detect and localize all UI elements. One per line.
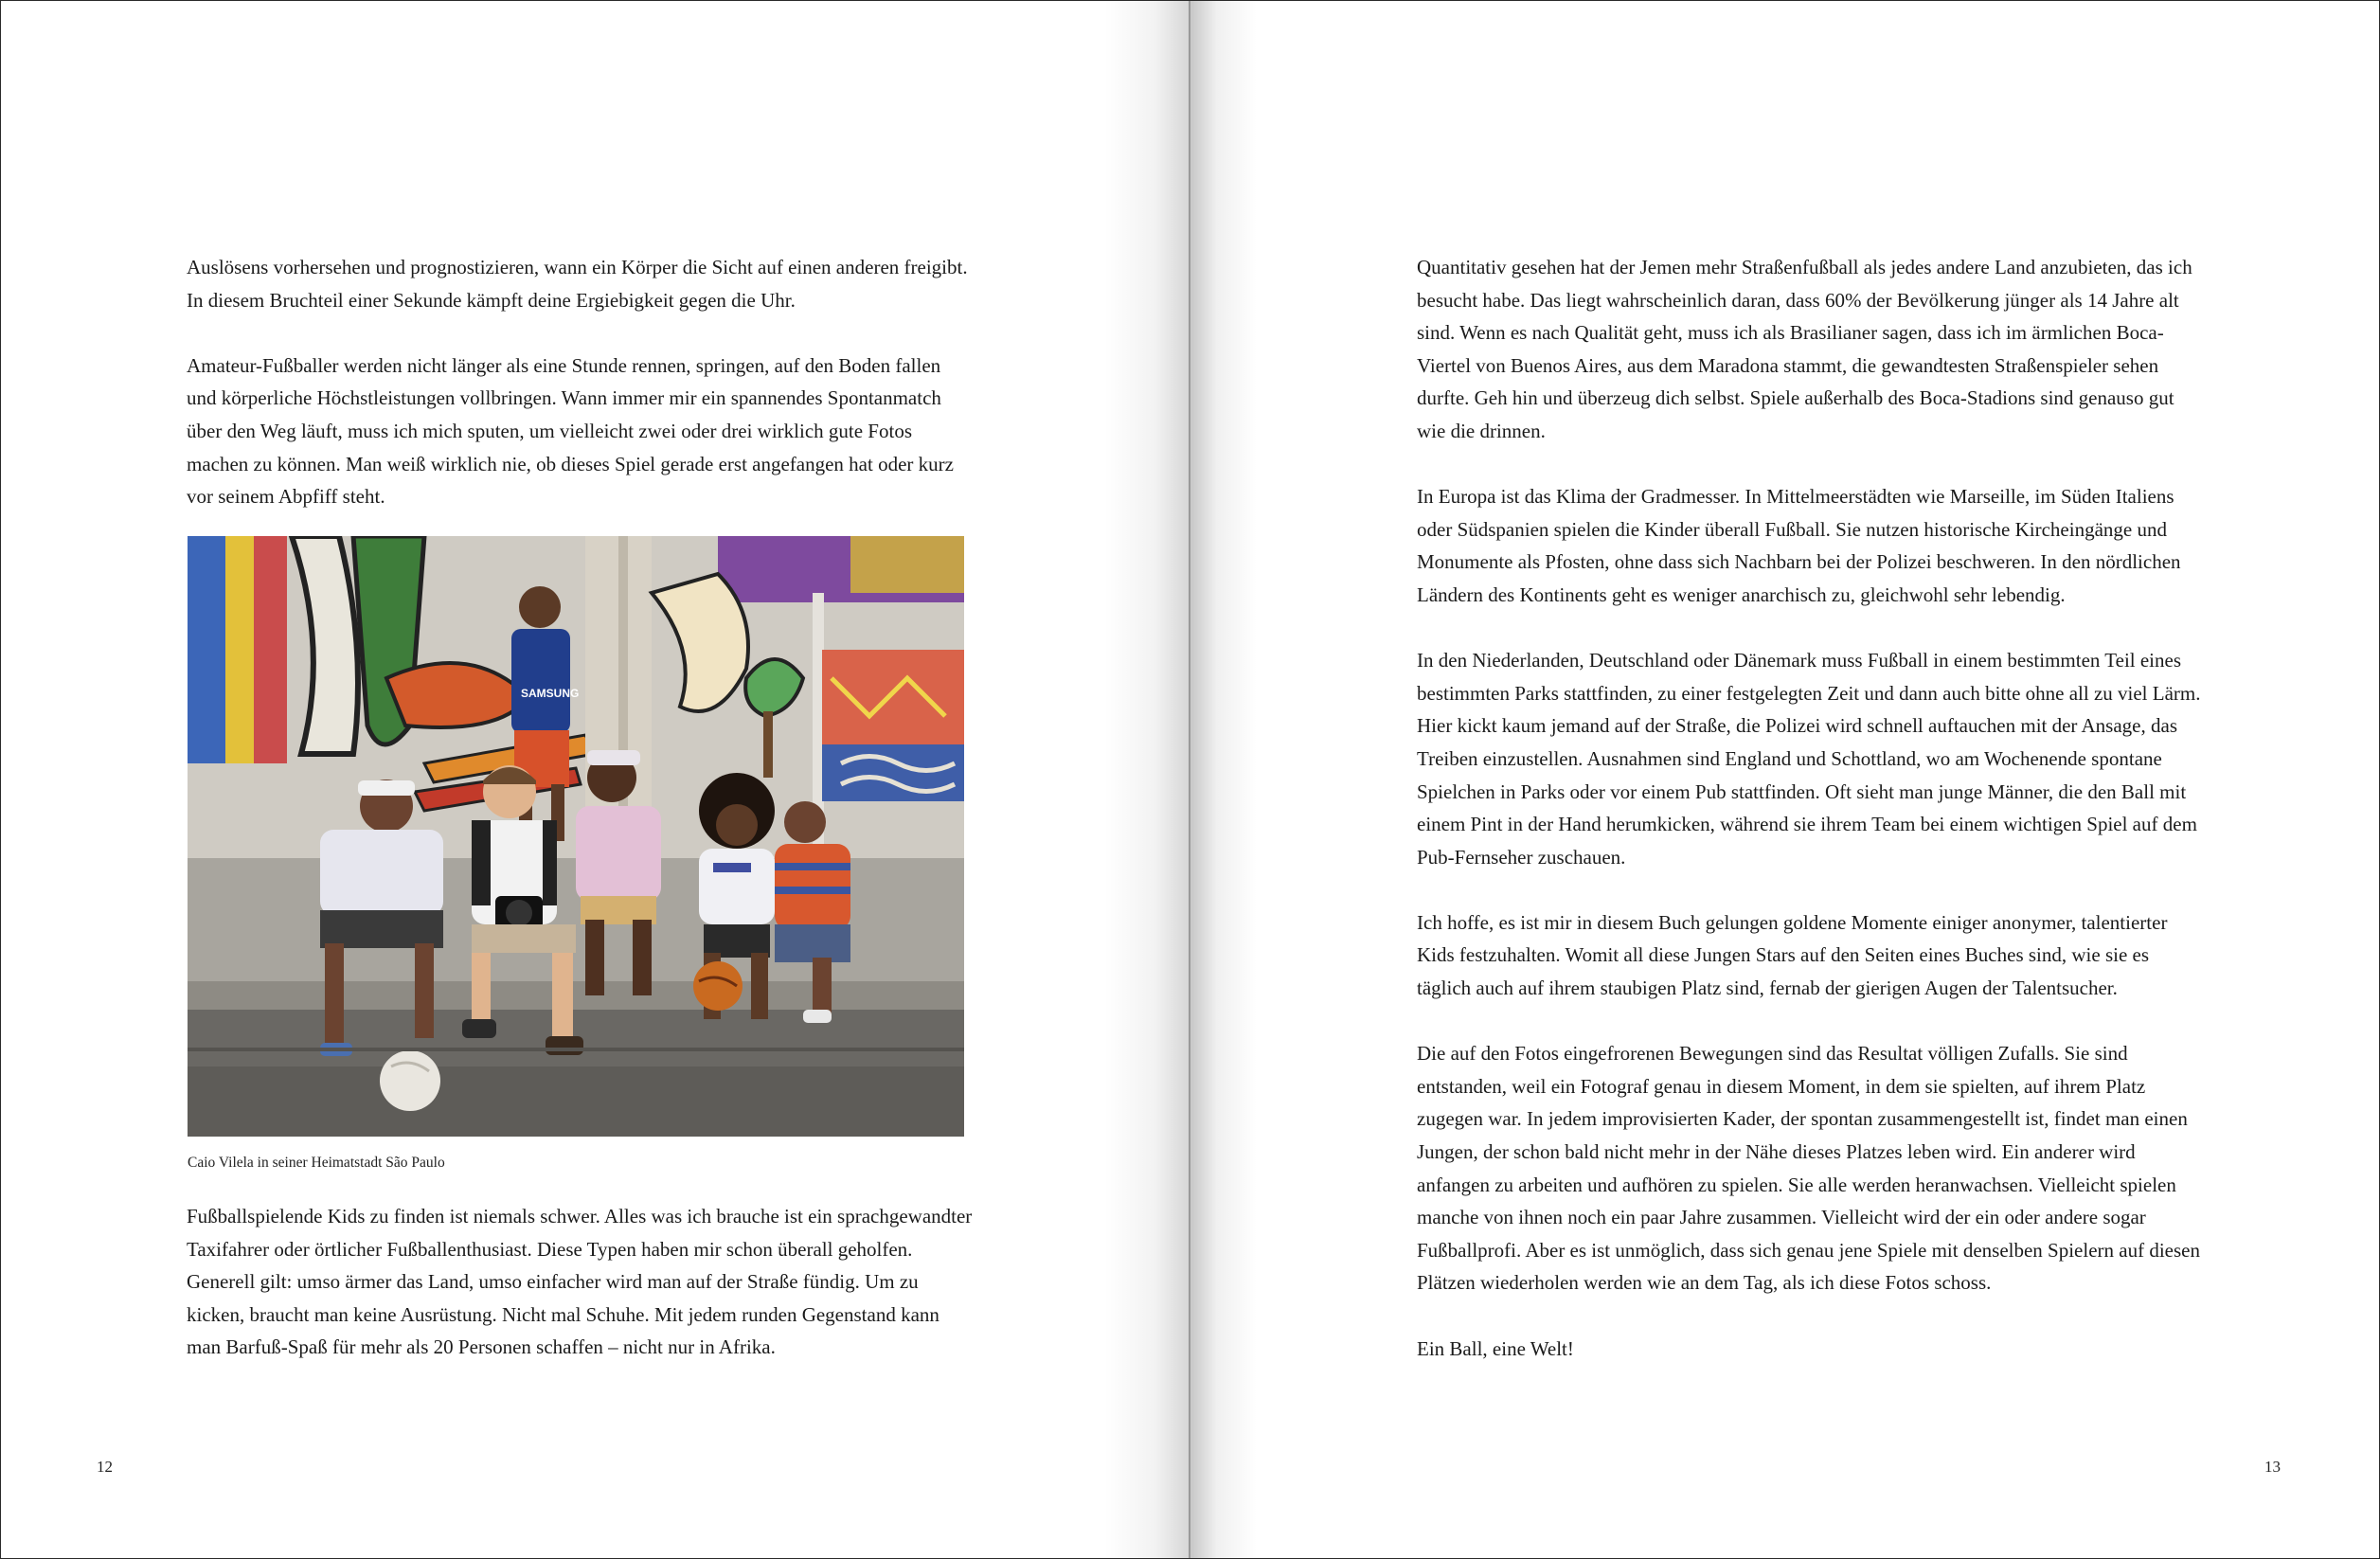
left-text-bottom	[187, 1200, 973, 1397]
left-text-top	[187, 251, 973, 546]
paragraph: In den Niederlanden, Deutschland oder Dänemark muss Fußball in einem bestimmten Teil eines bestimmten Parks stattfinden, zu einer festgelegten Zeit und dann auch bitte ohne all zu viel Lärm. Hier kickt kaum jemand auf der Straße, die Polizei wird schnell auftauchen mit der Ansage, das Treiben einzustellen. Ausnahmen sind England und Schottland, wo am Wochenende spontane Spielchen in Parks oder vor einem Pub stattfinden. Oft sieht man junge Männer, die den Ball mit einem Pint in der Hand herumkicken, während sie ihrem Team bei einem wichtigen Spiel auf dem Pub-Fernseher zuschauen.	[1417, 649, 2201, 869]
gutter-fold	[1189, 1, 1190, 1558]
jersey-text: SAMSUNG	[521, 687, 580, 700]
paragraph: Ein Ball, eine Welt!	[1417, 1336, 1574, 1360]
paragraph: Die auf den Fotos eingefrorenen Bewegungen sind das Resultat völligen Zufalls. Sie sind entstanden, weil ein Fotograf genau in diesem Moment, in dem sie spielten, auf ihrem Platz zugegen war. In jedem improvisierten Kader, der spontan zusammengestellt ist, findet man einen Jungen, der schon bald nicht mehr in der Nähe dieses Platzes leben wird. Ein anderer wird anfangen zu arbeiten und aufhören zu spielen. Sie alle werden heranwachsen. Vielleicht spielen manche von ihnen noch ein paar Jahre zusammen. Vielleicht wird der ein oder andere sogar Fußballprofi. Aber es ist unmöglich, dass sich genau jene Spiele mit denselben Spielern auf diesen Plätzen wiederholen werden wie an dem Tag, als ich diese Fotos schoss.	[1417, 1042, 2200, 1295]
right-text	[1417, 251, 2203, 1398]
page-number-right: 13	[2264, 1458, 2281, 1476]
paragraph: Fußballspielende Kids zu finden ist niemals schwer. Alles was ich brauche ist ein sprachgewandter Taxifahrer oder örtlicher Fußballenthusiast. Diese Typen haben mir schon überall geholfen. Generell gilt: umso ärmer das Land, umso einfacher wird man auf der Straße fündig. Um zu kicken, braucht man keine Ausrüstung. Nicht mal Schuhe. Mit jedem runden Gegenstand kann man Barfuß-Spaß für mehr als 20 Personen schaffen – nicht nur in Afrika.	[187, 1205, 973, 1359]
gutter-shadow	[1104, 1, 1190, 1558]
paragraph: Amateur-Fußballer werden nicht länger als eine Stunde rennen, springen, auf den Boden fallen und körperliche Höchstleistungen vollbringen. Wann immer mir ein spannendes Spontanmatch über den Weg läuft, muss ich mich sputen, um vielleicht zwei oder drei wirklich gute Fotos machen zu können. Man weiß wirklich nie, ob dieses Spiel gerade erst angefangen hat oder kurz vor seinem Abpfiff steht.	[187, 353, 954, 509]
page-number-left: 12	[97, 1458, 113, 1476]
paragraph: Ich hoffe, es ist mir in diesem Buch gelungen goldene Momente einiger anonymer, talentierter Kids festzuhalten. Womit all diese Jungen Stars auf den Seiten eines Buches sind, wie sie es täglich auch auf ihrem staubigen Platz sind, fernab der gierigen Augen der Talentsucher.	[1417, 910, 2168, 1000]
street-photo	[188, 536, 964, 1137]
paragraph: Auslösens vorhersehen und prognostizieren, wann ein Körper die Sicht auf einen anderen freigibt. In diesem Bruchteil einer Sekunde kämpft deine Ergiebigkeit gegen die Uhr.	[187, 256, 968, 312]
photo-caption: Caio Vilela in seiner Heimatstadt São Paulo	[188, 1155, 445, 1171]
paragraph: Quantitativ gesehen hat der Jemen mehr Straßenfußball als jedes andere Land anzubieten, das ich besucht habe. Das liegt wahrscheinlich daran, dass 60% der Bevölkerung jünger als 14 Jahre alt sind. Wenn es nach Qualität geht, muss ich als Brasilianer sagen, dass ich im ärmlichen Boca-Viertel von Buenos Aires, aus dem Maradona stammt, die gewandtesten Straßenspieler sehen durfte. Geh hin und überzeug dich selbst. Spiele außerhalb des Boca-Stadions sind genauso gut wie die drinnen.	[1417, 256, 2192, 442]
gutter-shadow	[1190, 1, 1257, 1558]
paragraph: In Europa ist das Klima der Gradmesser. In Mittelmeerstädten wie Marseille, im Süden Italiens oder Südspanien spielen die Kinder überall Fußball. Sie nutzen historische Kircheingänge und Monumente als Pfosten, ohne dass sich Nachbarn bei der Polizei beschweren. In den nördlichen Ländern des Kontinents geht es weniger anarchisch zu, gleichwohl sehr lebendig.	[1417, 485, 2181, 606]
photo-graffiti-kids	[188, 536, 964, 1137]
left-page	[1, 1, 1190, 1558]
